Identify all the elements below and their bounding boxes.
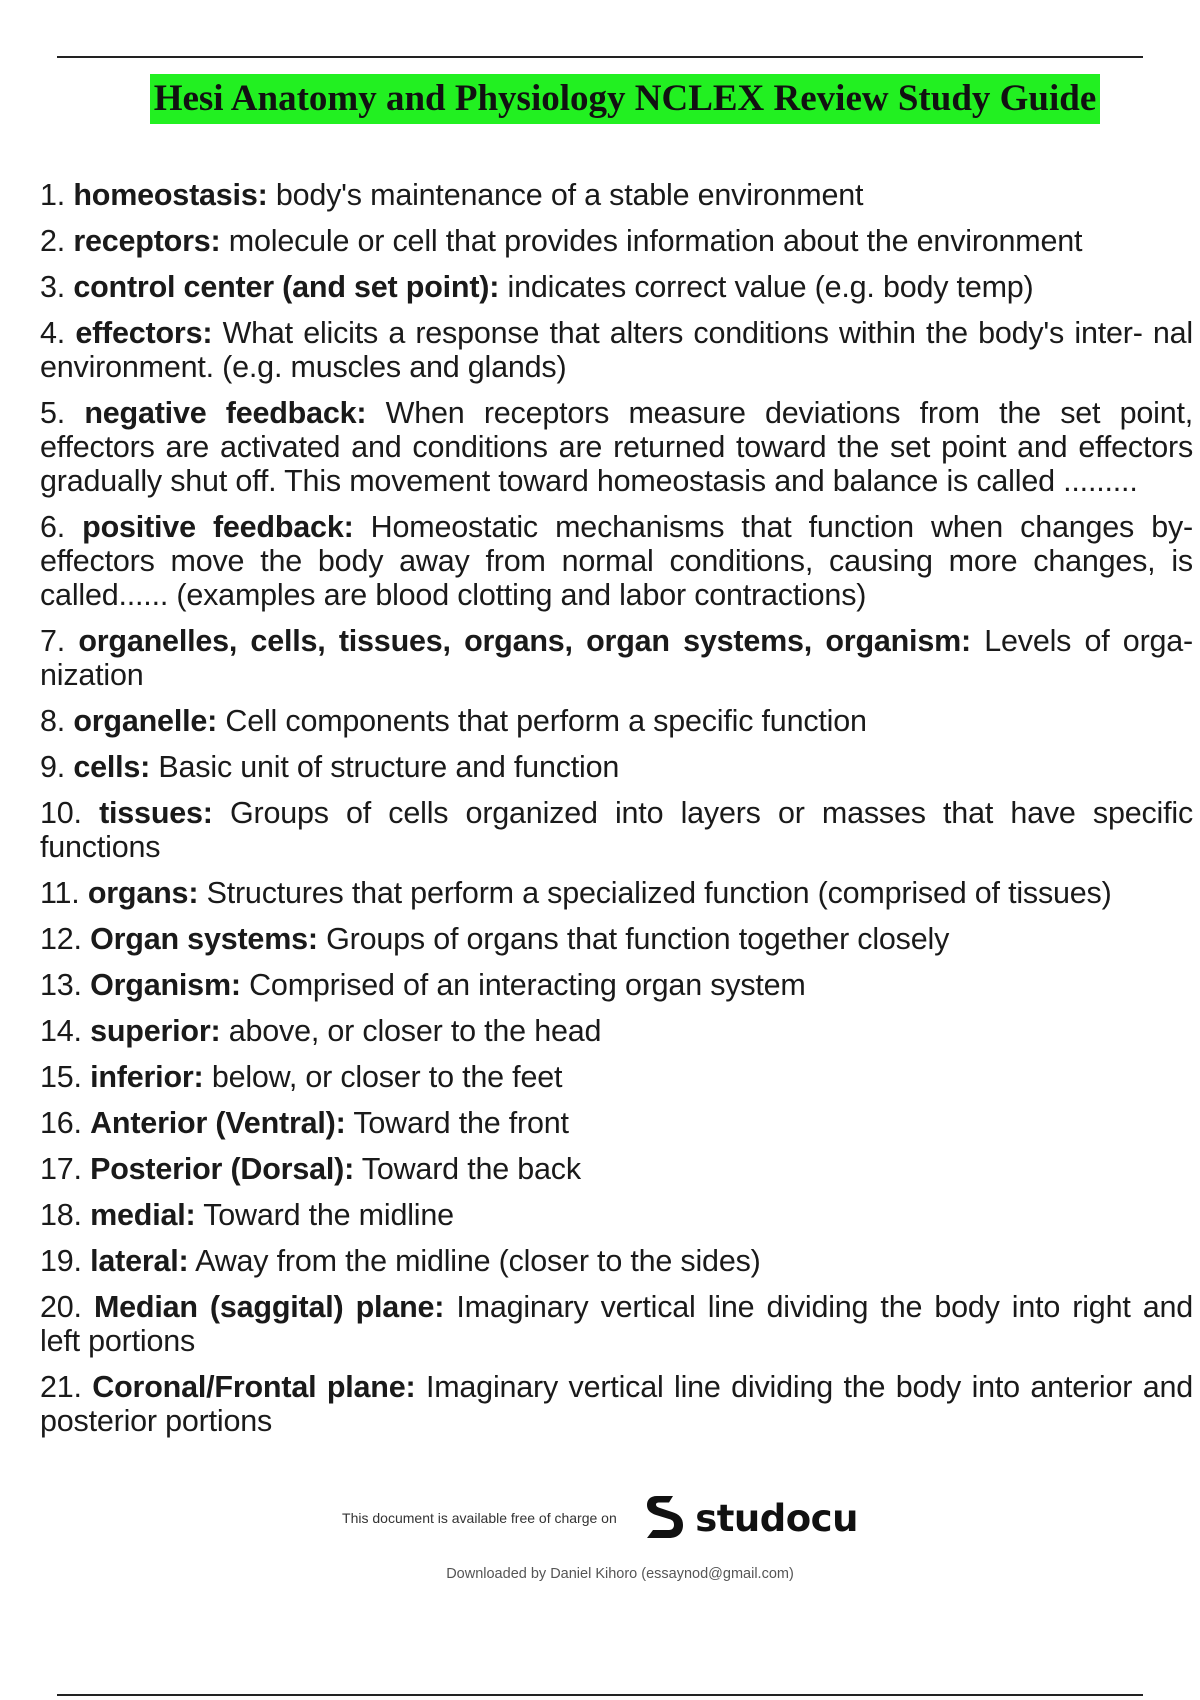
availability-note: This document is available free of charge on	[342, 1510, 617, 1526]
studocu-brand[interactable]	[643, 1492, 858, 1544]
entry-definition: Toward the midline	[203, 1198, 454, 1232]
glossary-entry	[40, 704, 1193, 738]
entry-term: inferior:	[90, 1060, 204, 1094]
entry-definition: Comprised of an interacting organ system	[249, 968, 806, 1002]
entry-number: 16.	[40, 1106, 82, 1140]
entry-term: Organ systems:	[90, 922, 318, 956]
bottom-divider	[57, 1694, 1143, 1696]
entry-term: control center (and set point):	[73, 270, 500, 304]
glossary-entry	[40, 1106, 1193, 1140]
entry-term: Median (saggital) plane:	[93, 1290, 445, 1324]
entry-term: organelle:	[73, 704, 218, 738]
entry-number: 7.	[40, 624, 66, 658]
entry-number: 18.	[40, 1198, 82, 1232]
entry-term: Organism:	[90, 968, 241, 1002]
entry-definition: Groups of cells organized into layers or masses that have specific functions	[40, 796, 1194, 864]
glossary-entry	[40, 796, 1193, 864]
glossary-entry	[40, 1014, 1193, 1048]
entry-definition: Levels of orga- nization	[40, 624, 1194, 692]
glossary-entry	[40, 968, 1193, 1002]
entry-definition: Toward the front	[353, 1106, 569, 1140]
entry-definition: Groups of organs that function together closely	[326, 922, 950, 956]
entry-definition: molecule or cell that provides information about the environment	[228, 224, 1083, 258]
entry-definition: Structures that perform a specialized function (comprised of tissues)	[206, 876, 1112, 910]
glossary-entry	[40, 1198, 1193, 1232]
entry-definition: indicates correct value (e.g. body temp)	[507, 270, 1034, 304]
glossary-entry	[40, 178, 1193, 212]
entry-term: organelles, cells, tissues, organs, organ systems, organism:	[78, 624, 971, 658]
glossary-entry	[40, 270, 1193, 304]
entry-term: Anterior (Ventral):	[90, 1106, 346, 1140]
entry-number: 13.	[40, 968, 82, 1002]
entry-term: Posterior (Dorsal):	[90, 1152, 355, 1186]
entry-definition: below, or closer to the feet	[211, 1060, 563, 1094]
entry-definition: Toward the back	[361, 1152, 581, 1186]
entry-term: tissues:	[99, 796, 213, 830]
entry-number: 17.	[40, 1152, 82, 1186]
glossary-entry	[40, 510, 1193, 612]
entry-term: organs:	[87, 876, 199, 910]
entry-term: lateral:	[90, 1244, 189, 1278]
entry-term: homeostasis:	[73, 178, 268, 212]
entry-number: 8.	[40, 704, 66, 738]
title-container	[110, 74, 1140, 124]
entry-definition: body's maintenance of a stable environment	[275, 178, 864, 212]
entry-number: 21.	[40, 1370, 82, 1404]
entry-definition: Imaginary vertical line dividing the body into right and left portions	[40, 1290, 1194, 1358]
entry-definition: Homeostatic mechanisms that function when changes by- effectors move the body away from normal conditions, causing more changes, is called...... (examples are blood clotting and labor contractions)	[40, 510, 1193, 612]
glossary-entry	[40, 1244, 1193, 1278]
brand-name: studocu	[695, 1496, 858, 1540]
entry-number: 5.	[40, 396, 66, 430]
entry-definition: Imaginary vertical line dividing the body into anterior and posterior portions	[40, 1370, 1193, 1438]
entry-definition: Basic unit of structure and function	[158, 750, 620, 784]
glossary-entry	[40, 922, 1193, 956]
entry-number: 12.	[40, 922, 82, 956]
studocu-logo-icon	[643, 1492, 687, 1544]
document-title: Hesi Anatomy and Physiology NCLEX Review Study Guide	[150, 74, 1101, 124]
glossary-entry	[40, 316, 1193, 384]
entry-number: 10.	[40, 796, 82, 830]
entry-number: 20.	[40, 1290, 82, 1324]
entry-number: 1.	[40, 178, 66, 212]
entry-term: cells:	[73, 750, 151, 784]
glossary-entry	[40, 396, 1193, 498]
entry-definition: When receptors measure deviations from the set point, effectors are activated and conditions are returned toward the set point and effectors gradually shut off. This movement toward homeostasis and balance is called .........	[40, 396, 1194, 498]
entry-term: positive feedback:	[82, 510, 354, 544]
entry-number: 3.	[40, 270, 66, 304]
entry-number: 11.	[40, 876, 80, 910]
entry-term: Coronal/Frontal plane:	[92, 1370, 416, 1404]
top-divider	[57, 56, 1143, 58]
entry-number: 14.	[40, 1014, 82, 1048]
glossary-list	[40, 178, 1193, 1450]
entry-term: medial:	[90, 1198, 196, 1232]
glossary-entry	[40, 224, 1193, 258]
availability-footer	[0, 1492, 1200, 1552]
entry-term: effectors:	[75, 316, 213, 350]
downloaded-by-line: Downloaded by Daniel Kihoro (essaynod@gmail.com)	[446, 1566, 794, 1582]
glossary-entry	[40, 1060, 1193, 1094]
glossary-entry	[40, 1370, 1193, 1438]
entry-number: 2.	[40, 224, 66, 258]
entry-term: receptors:	[73, 224, 221, 258]
entry-number: 9.	[40, 750, 66, 784]
glossary-entry	[40, 1290, 1193, 1358]
entry-number: 15.	[40, 1060, 82, 1094]
entry-definition: What elicits a response that alters conditions within the body's inter- nal environment. (e.g. muscles and glands)	[40, 316, 1194, 384]
glossary-entry	[40, 876, 1193, 910]
entry-number: 4.	[40, 316, 66, 350]
entry-definition: Cell components that perform a specific function	[225, 704, 867, 738]
entry-term: negative feedback:	[84, 396, 367, 430]
glossary-entry	[40, 1152, 1193, 1186]
entry-number: 6.	[40, 510, 66, 544]
glossary-entry	[40, 750, 1193, 784]
glossary-entry	[40, 624, 1193, 692]
entry-definition: Away from the midline (closer to the sides)	[195, 1244, 761, 1278]
entry-definition: above, or closer to the head	[228, 1014, 602, 1048]
entry-term: superior:	[90, 1014, 221, 1048]
entry-number: 19.	[40, 1244, 82, 1278]
